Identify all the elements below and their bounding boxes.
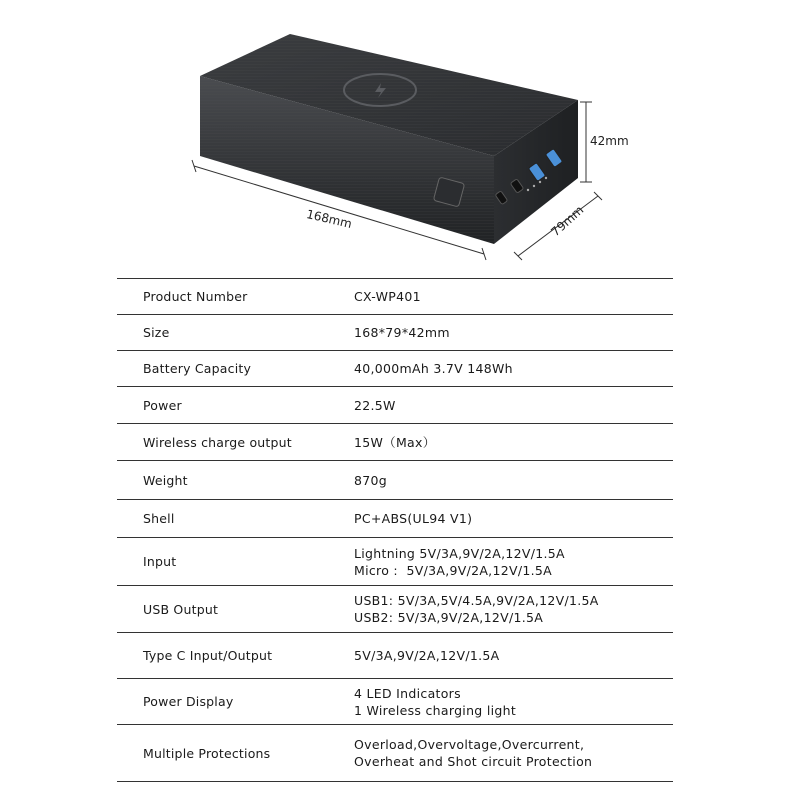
spec-value: [354, 736, 592, 770]
spec-value-line: 22.5W: [354, 397, 396, 413]
spec-row: [117, 351, 673, 387]
spec-row: [117, 633, 673, 679]
product-illustration: [0, 0, 800, 272]
length-dimension: 168mm: [305, 206, 354, 232]
height-dimension: 42mm: [590, 134, 629, 148]
spec-row: [117, 679, 673, 725]
spec-label: Multiple Protections: [143, 745, 271, 761]
spec-value-line: Micro : 5V/3A,9V/2A,12V/1.5A: [354, 562, 552, 578]
spec-value-line: 168*79*42mm: [354, 325, 450, 340]
spec-row: [117, 279, 673, 315]
spec-value-line: 870g: [354, 472, 387, 488]
spec-label: Power: [143, 397, 182, 413]
spec-row: [117, 538, 673, 586]
spec-row: [117, 424, 673, 461]
spec-value-line: USB1: 5V/3A,5V/4.5A,9V/2A,12V/1.5A: [354, 593, 599, 608]
width-dimension: 79mm: [548, 202, 587, 240]
spec-value: [354, 592, 599, 626]
spec-value: [354, 324, 450, 341]
spec-value: [354, 434, 436, 451]
spec-label: Shell: [143, 511, 175, 526]
spec-label: Weight: [143, 472, 188, 488]
spec-label: Size: [143, 325, 170, 340]
spec-value-line: CX-WP401: [354, 289, 421, 304]
spec-value: [354, 288, 421, 305]
spec-row: [117, 586, 673, 633]
spec-row: [117, 461, 673, 500]
spec-value-line: 40,000mAh 3.7V 148Wh: [354, 361, 513, 376]
spec-row: [117, 725, 673, 782]
spec-label: Type C Input/Output: [143, 648, 273, 663]
spec-value-line: Overheat and Shot circuit Protection: [354, 754, 593, 769]
spec-value: [354, 510, 472, 527]
spec-row: [117, 315, 673, 351]
spec-value: [354, 360, 513, 377]
spec-label: Power Display: [143, 694, 234, 709]
spec-value-line: 4 LED Indicators: [354, 685, 461, 701]
spec-value: [354, 472, 387, 489]
spec-label: USB Output: [143, 601, 219, 617]
spec-label: Battery Capacity: [143, 361, 252, 376]
spec-value-line: 1 Wireless charging light: [354, 702, 517, 718]
spec-label: Input: [143, 554, 177, 569]
spec-row: [117, 500, 673, 538]
spec-value-line: USB2: 5V/3A,9V/2A,12V/1.5A: [354, 610, 544, 625]
spec-value: [354, 545, 565, 579]
spec-value-line: Overload,Overvoltage,Overcurrent,: [354, 737, 585, 752]
spec-label: Wireless charge output: [143, 434, 292, 450]
spec-value: [354, 647, 499, 664]
spec-value-line: 5V/3A,9V/2A,12V/1.5A: [354, 648, 500, 663]
spec-value: [354, 685, 516, 719]
spec-value-line: Lightning 5V/3A,9V/2A,12V/1.5A: [354, 545, 565, 561]
spec-value-line: PC+ABS(UL94 V1): [354, 511, 473, 526]
spec-table: [117, 278, 673, 782]
power-bank-image: [0, 0, 800, 272]
spec-value: [354, 397, 396, 414]
spec-value-line: 15W（Max）: [354, 434, 436, 450]
spec-row: [117, 387, 673, 424]
spec-label: Product Number: [143, 289, 248, 304]
